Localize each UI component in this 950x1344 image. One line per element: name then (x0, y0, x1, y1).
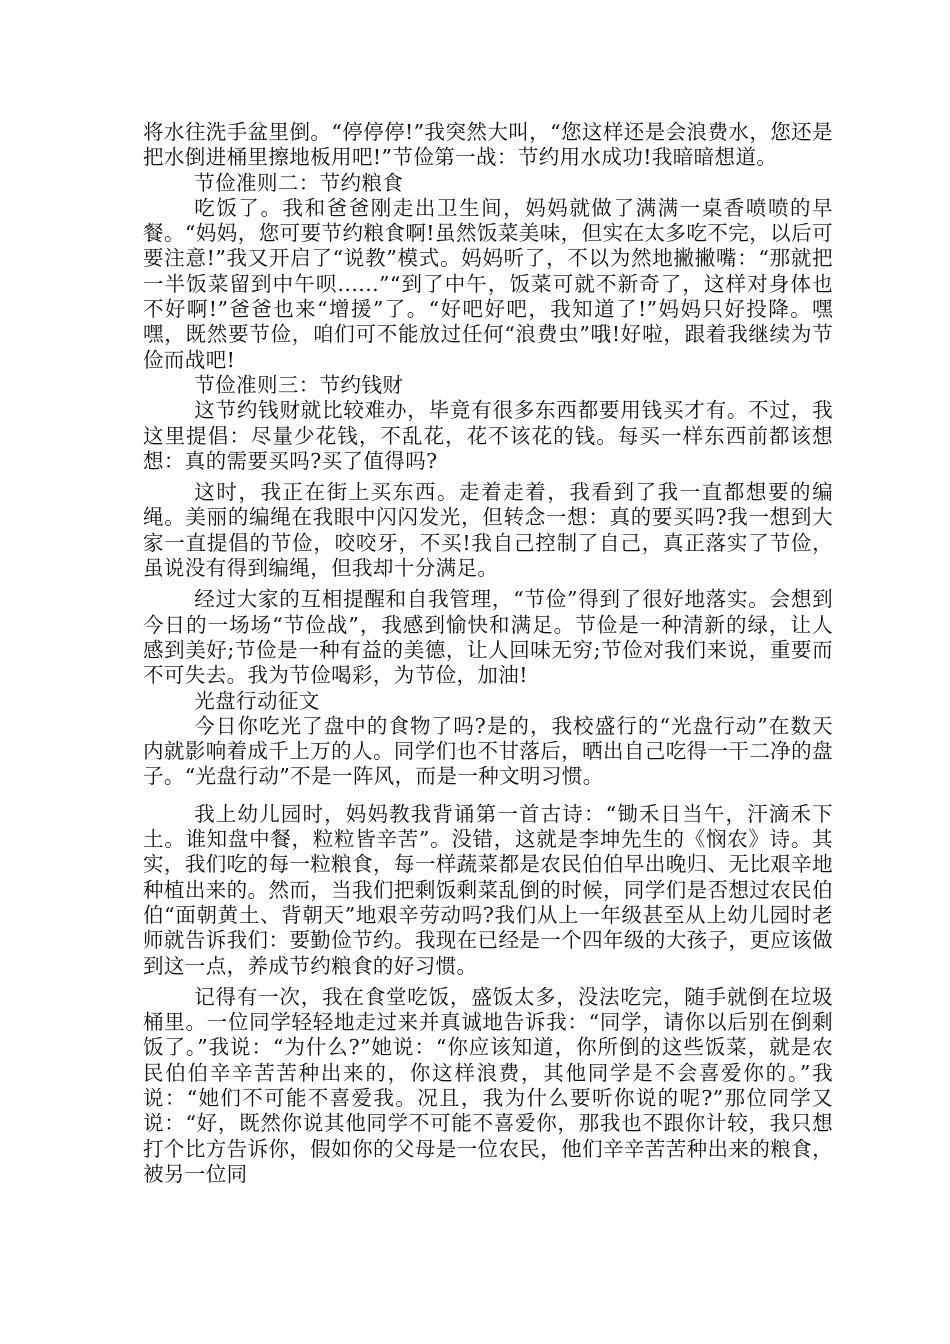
paragraph-cafeteria-story: 记得有一次，我在食堂吃饭，盛饭太多，没法吃完，随手就倒在垃圾桶里。一位同学轻轻地走过来并真诚地告诉我：“同学，请你以后别在倒剩饭了。”我说：“为什么?”她说：“你应该知道，你所倒的这些饭菜，就是农民伯伯辛辛苦苦种出来的，你这样浪费，其他同学是不会喜爱你的。”我说：“她们不可能不喜爱我。况且，我为什么要听你说的呢?”那位同学又说：“好，既然你说其他同学不可能不喜爱你，那我也不跟你计较，我只想打个比方告诉你，假如你的父母是一位农民，他们辛辛苦苦种出来的粮食，被另一位同 (143, 984, 833, 1186)
paragraph-clean-plate-intro: 今日你吃光了盘中的食物了吗?是的，我校盛行的“光盘行动”在数天内就影响着成千上万的人。同学们也不甘落后，晒出自己吃得一干二净的盘子。“光盘行动”不是一阵风，而是一种文明习惯。 (143, 713, 833, 789)
heading-clean-plate-essay: 光盘行动征文 (194, 688, 320, 713)
paragraph-save-food: 吃饭了。我和爸爸刚走出卫生间，妈妈就做了满满一桌香喷喷的早餐。“妈妈，您可要节约粮食啊!虽然饭菜美味，但实在太多吃不完，以后可要注意!”我又开启了“说教”模式。妈妈听了，不以为然地撇撇嘴：“那就把一半饭菜留到中午呗......”“到了中午，饭菜可就不新奇了，这样对身体也不好啊!”爸爸也来“增援”了。“好吧好吧，我知道了!”妈妈只好投降。嘿嘿，既然要节俭，咱们可不能放过任何“浪费虫”哦!好啦，跟着我继续为节俭而战吧! (143, 195, 833, 372)
heading-rule-two: 节俭准则二：节约粮食 (194, 170, 404, 195)
paragraph-water-ending: 将水往洗手盆里倒。“停停停!”我突然大叫，“您这样还是会浪费水，您还是把水倒进桶里擦地板用吧!”节俭第一战：节约用水成功!我暗暗想道。 (143, 120, 833, 170)
paragraph-conclusion: 经过大家的互相提醒和自我管理，“节俭”得到了很好地落实。会想到今日的一场场“节俭战”，我感到愉快和满足。节俭是一种清新的绿，让人感到美好;节俭是一种有益的美德，让人回味无穷;节俭对我们来说，重要而不可失去。我为节俭喝彩，为节俭，加油! (143, 587, 833, 688)
paragraph-braided-rope: 这时，我正在街上买东西。走着走着，我看到了我一直都想要的编绳。美丽的编绳在我眼中闪闪发光，但转念一想：真的要买吗?我一想到大家一直提倡的节俭，咬咬牙，不买!我自己控制了自己，真正落实了节俭，虽说没有得到编绳，但我却十分满足。 (143, 480, 833, 581)
document-body (143, 120, 833, 1187)
paragraph-save-money-intro: 这节约钱财就比较难办，毕竟有很多东西都要用钱买才有。不过，我这里提倡：尽量少花钱，不乱花，花不该花的钱。每买一样东西前都该想想：真的需要买吗?买了值得吗? (143, 398, 833, 473)
paragraph-ancient-poem: 我上幼儿园时，妈妈教我背诵第一首古诗：“锄禾日当午，汗滴禾下土。谁知盘中餐，粒粒皆辛苦”。没错，这就是李坤先生的《悯农》诗。其实，我们吃的每一粒粮食，每一样蔬菜都是农民伯伯早出晚归、无比艰辛地种植出来的。然而，当我们把剩饭剩菜乱倒的时候，同学们是否想过农民伯伯“面朝黄土、背朝天”地艰辛劳动吗?我们从上一年级甚至从上幼儿园时老师就告诉我们：要勤俭节约。我现在已经是一个四年级的大孩子，更应该做到这一点，养成节约粮食的好习惯。 (143, 801, 833, 978)
heading-rule-three: 节俭准则三：节约钱财 (194, 372, 404, 397)
